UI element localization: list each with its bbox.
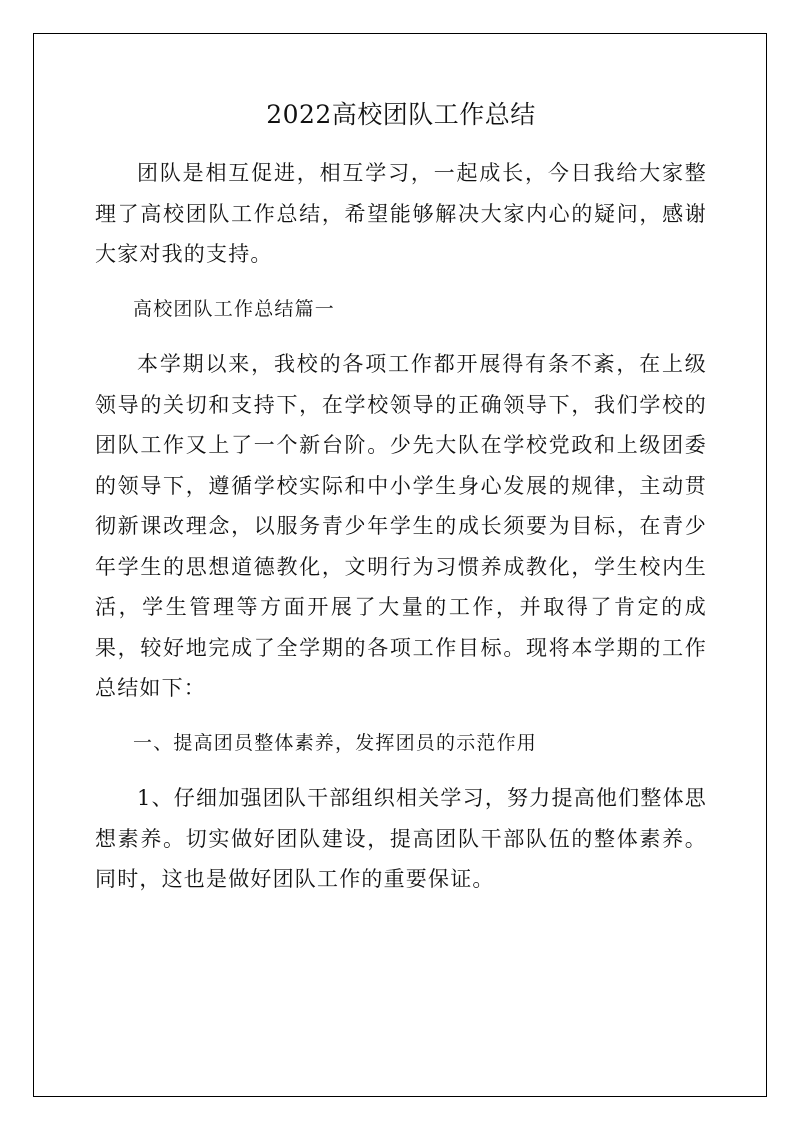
- document-body: [95, 95, 707, 914]
- section-heading: 高校团队工作总结篇一: [133, 298, 336, 320]
- subsection-heading: 一、提高团员整体素养，发挥团员的示范作用: [133, 732, 538, 754]
- body-paragraph: 本学期以来，我校的各项工作都开展得有条不紊，在上级领导的关切和支持下，在学校领导的正确领导下，我们学校的团队工作又上了一个新台阶。少先大队在学校党政和上级团委的领导下，遵循学校实际和中小学生身心发展的规律，主动贯彻新课改理念，以服务青少年学生的成长须要为目标，在青少年学生的思想道德教化，文明行为习惯养成教化，学生校内生活，学生管理等方面开展了大量的工作，并取得了肯定的成果，较好地完成了全学期的各项工作目标。现将本学期的工作总结如下：: [95, 352, 707, 700]
- body-paragraph: 1、仔细加强团队干部组织相关学习，努力提高他们整体思想素养。切实做好团队建设，提高团队干部队伍的整体素养。同时，这也是做好团队工作的重要保证。: [95, 786, 707, 891]
- intro-paragraph: 团队是相互促进，相互学习，一起成长，今日我给大家整理了高校团队工作总结，希望能够解决大家内心的疑问，感谢大家对我的支持。: [95, 161, 707, 266]
- document-title: 2022高校团队工作总结: [266, 100, 536, 129]
